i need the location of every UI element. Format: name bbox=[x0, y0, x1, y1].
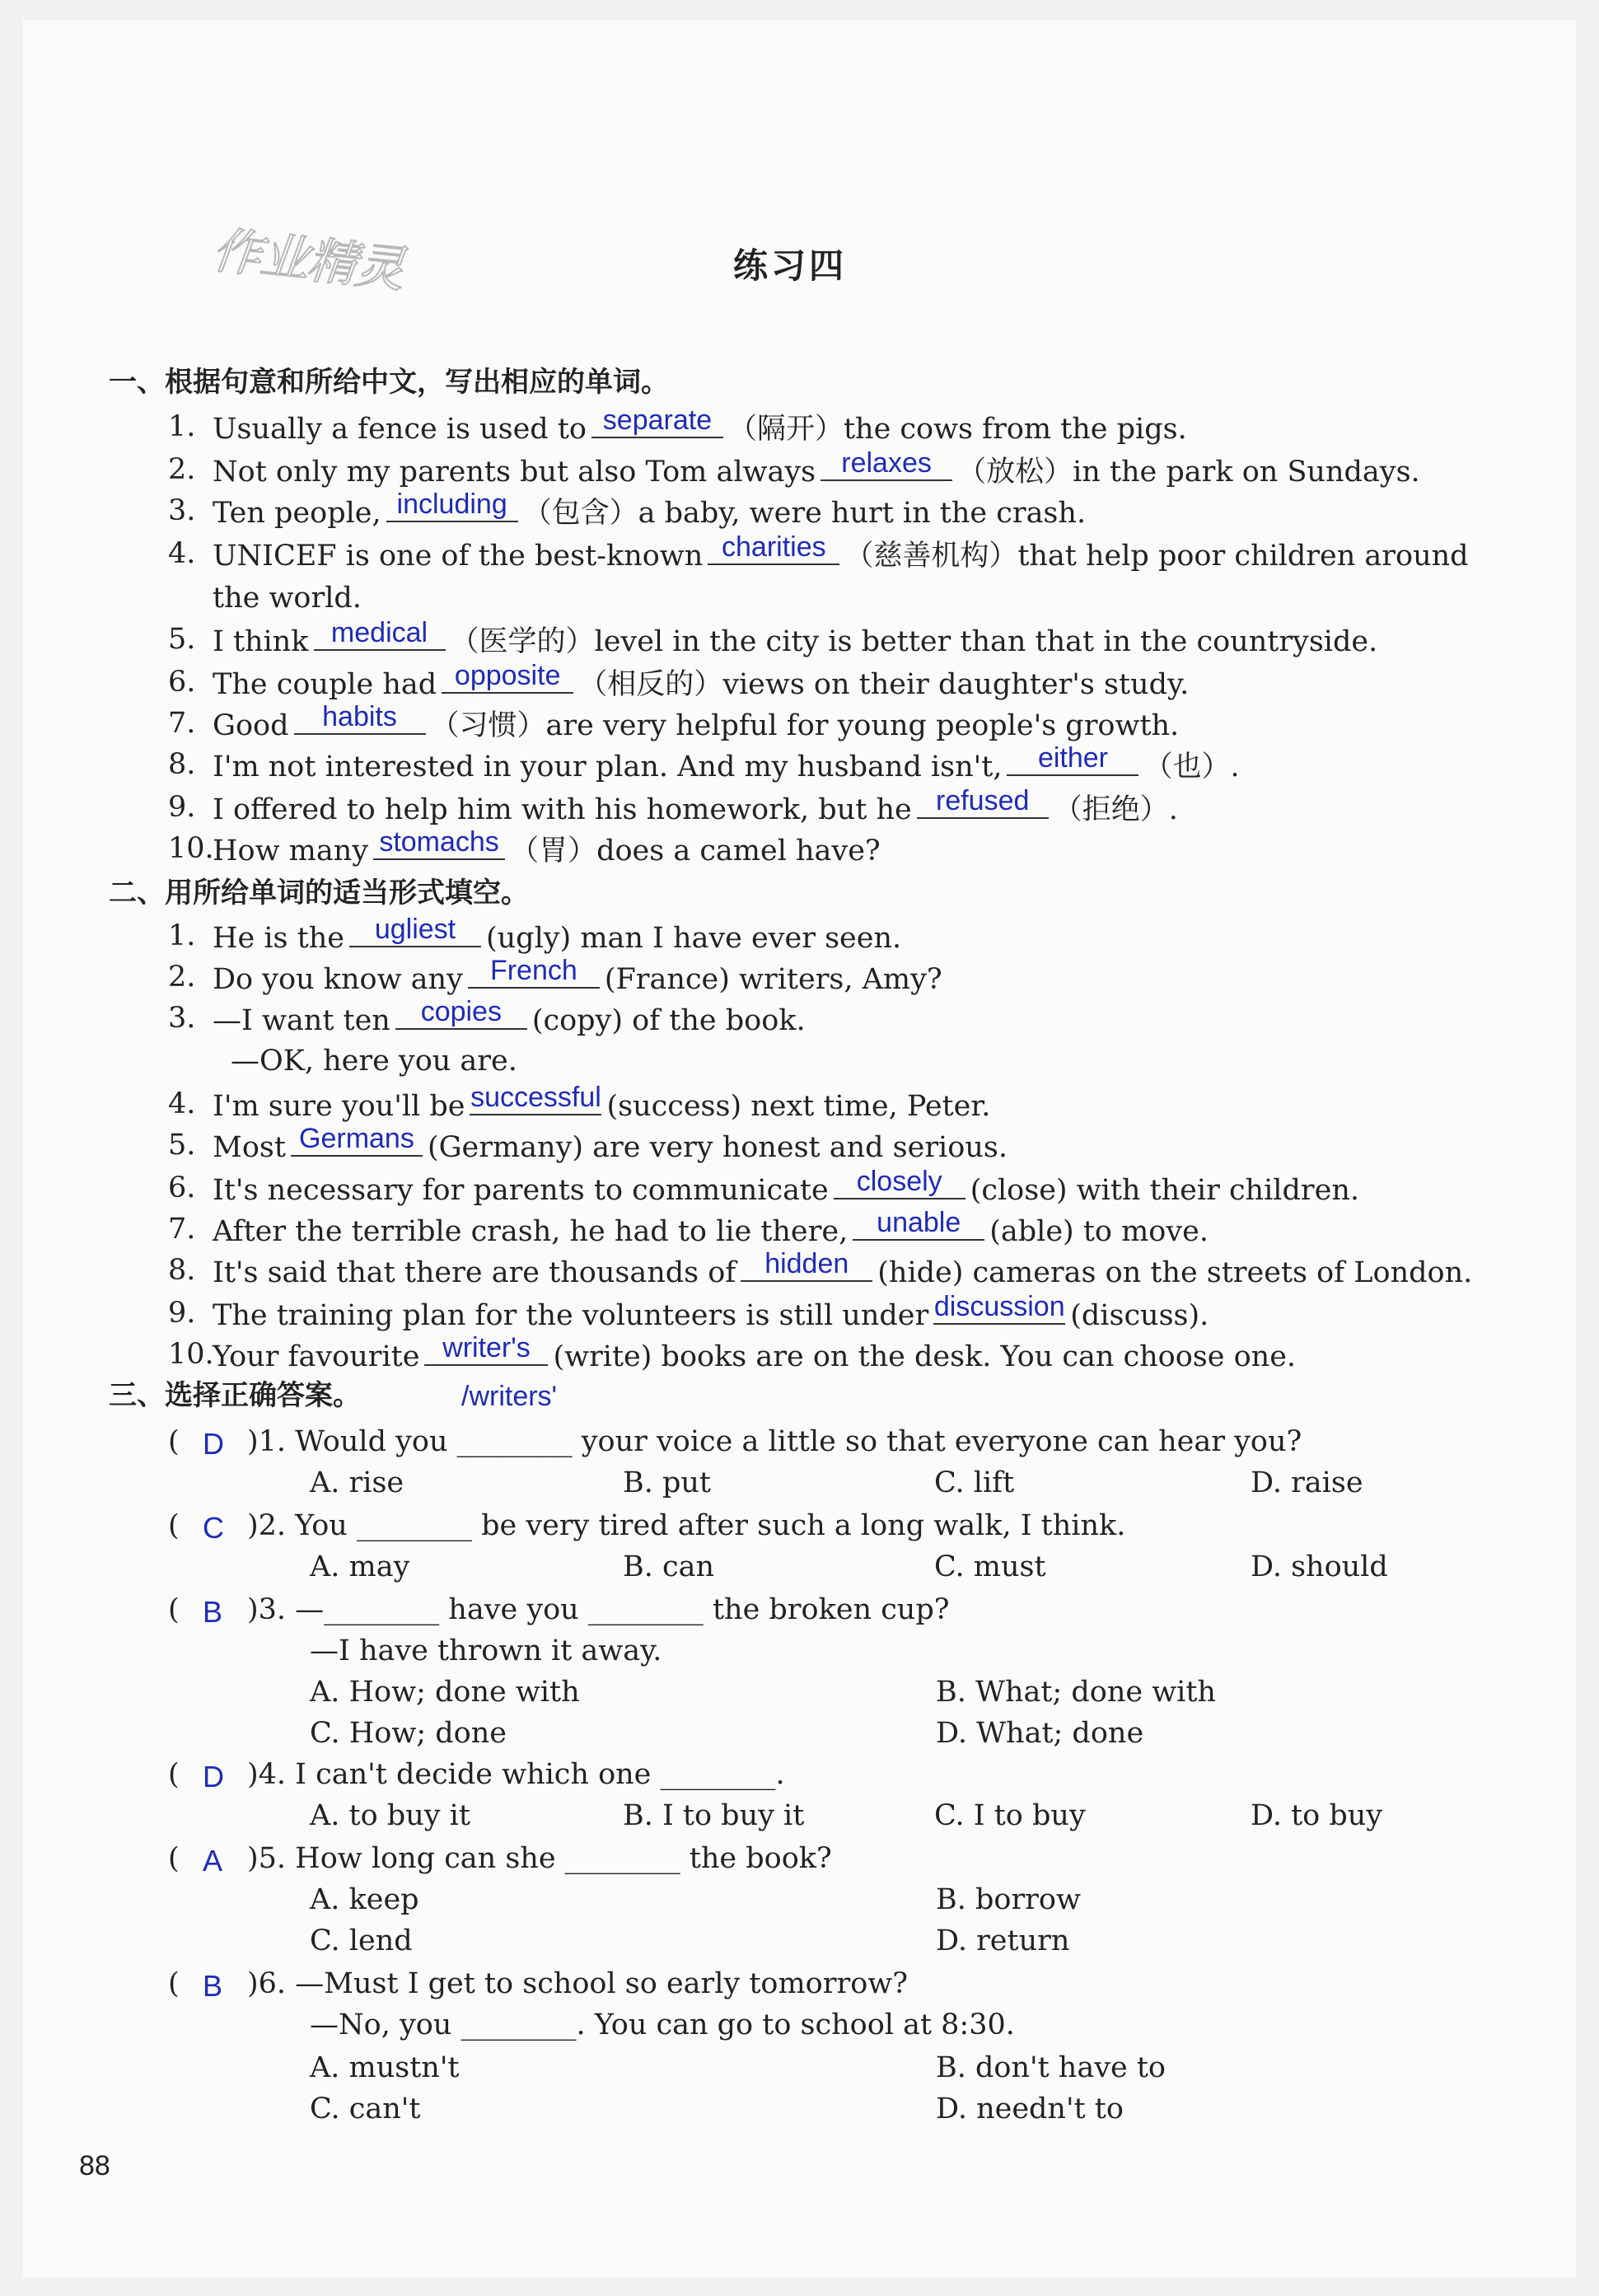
sentence-start: The couple had bbox=[213, 668, 437, 701]
section1-items-number: 5. bbox=[168, 623, 196, 656]
answer-blank[interactable] bbox=[314, 617, 446, 651]
section2-items-number: 7. bbox=[168, 1213, 196, 1246]
sentence-start: I'm not interested in your plan. And my husband isn't, bbox=[213, 751, 1003, 783]
page-title: 练习四 bbox=[733, 245, 848, 286]
sentence-start: —I want ten bbox=[213, 1004, 390, 1037]
answer-blank[interactable] bbox=[933, 1291, 1065, 1325]
sentence-end: （医学的）level in the city is better than that in the countryside. bbox=[450, 625, 1378, 658]
answer-paren: ( bbox=[168, 1758, 180, 1791]
section2-heading: 二、用所给单词的适当形式填空。 bbox=[109, 877, 529, 910]
section1-items-line bbox=[213, 826, 881, 869]
sentence-start: The training plan for the volunteers is still under bbox=[213, 1299, 929, 1332]
choice-option[interactable]: A. keep bbox=[310, 1883, 419, 1916]
handwritten-answer: either bbox=[1037, 742, 1109, 774]
sentence-start: Ten people, bbox=[213, 497, 381, 530]
handwritten-answer: hidden bbox=[764, 1248, 849, 1279]
sentence-end: （习惯）are very helpful for young people's growth. bbox=[430, 709, 1180, 742]
handwritten-answer: refused bbox=[936, 785, 1030, 816]
line-continuation: —OK, here you are. bbox=[231, 1045, 517, 1078]
choice-answer[interactable]: A bbox=[203, 1844, 223, 1877]
handwritten-answer: French bbox=[489, 955, 577, 986]
sentence-start: UNICEF is one of the best-known bbox=[213, 540, 704, 573]
choice-option[interactable]: D. What; done bbox=[936, 1717, 1144, 1750]
handwritten-answer: unable bbox=[877, 1207, 961, 1238]
section2-items-line bbox=[213, 1082, 991, 1125]
handwritten-answer: copies bbox=[420, 996, 502, 1027]
answer-blank[interactable] bbox=[349, 914, 481, 947]
sentence-start: Not only my parents but also Tom always bbox=[213, 456, 816, 489]
section1-items-number: 3. bbox=[168, 494, 196, 527]
sentence-end: （隔开）the cows from the pigs. bbox=[727, 413, 1187, 446]
choice-option[interactable]: D. to buy bbox=[1251, 1799, 1383, 1832]
section2-items-line bbox=[213, 1207, 1209, 1250]
section1-items-number: 10. bbox=[168, 832, 214, 865]
choice-option[interactable]: A. rise bbox=[310, 1466, 404, 1499]
choice-option[interactable]: C. I to buy bbox=[934, 1799, 1086, 1832]
choice-option[interactable]: B. put bbox=[623, 1466, 711, 1499]
question-text: )6. —Must I get to school so early tomorrow? bbox=[247, 1967, 909, 2000]
section2-items-line bbox=[213, 1291, 1209, 1334]
handwritten-answer: successful bbox=[470, 1082, 601, 1113]
answer-paren: ( bbox=[168, 1593, 180, 1626]
sentence-end: （包含）a baby, were hurt in the crash. bbox=[522, 497, 1087, 530]
sentence-end: （胃）does a camel have? bbox=[510, 835, 881, 867]
answer-paren: ( bbox=[168, 1967, 180, 2000]
answer-paren: ( bbox=[168, 1425, 180, 1458]
choice-option[interactable]: A. How; done with bbox=[310, 1676, 580, 1709]
answer-blank[interactable] bbox=[821, 447, 952, 481]
handwritten-answer: closely bbox=[856, 1166, 942, 1197]
choice-answer[interactable]: D bbox=[203, 1760, 224, 1793]
answer-blank[interactable] bbox=[834, 1166, 965, 1199]
sentence-start: He is the bbox=[213, 922, 344, 955]
choice-option[interactable]: A. mustn't bbox=[310, 2051, 460, 2084]
sentence-end: (France) writers, Amy? bbox=[604, 963, 942, 996]
handwritten-answer: discussion bbox=[933, 1291, 1065, 1322]
answer-blank[interactable] bbox=[470, 1082, 601, 1115]
answer-blank[interactable] bbox=[917, 785, 1049, 819]
choice-option[interactable]: C. lend bbox=[310, 1924, 413, 1957]
sentence-end: （慈善机构）that help poor children around bbox=[844, 540, 1469, 573]
section2-items-number: 9. bbox=[168, 1297, 196, 1330]
section1-items-number: 7. bbox=[168, 707, 196, 740]
sentence-start: I'm sure you'll be bbox=[213, 1090, 465, 1123]
section1-items-number: 2. bbox=[168, 453, 196, 486]
line-continuation: the world. bbox=[213, 582, 362, 615]
choice-option[interactable]: D. return bbox=[936, 1924, 1070, 1957]
answer-blank[interactable] bbox=[468, 955, 600, 989]
answer-blank[interactable] bbox=[708, 531, 839, 565]
sentence-end: (hide) cameras on the streets of London. bbox=[877, 1256, 1473, 1289]
section2-items-number: 2. bbox=[168, 961, 196, 994]
sentence-end: （拒绝）. bbox=[1053, 793, 1178, 826]
section2-items-number: 5. bbox=[168, 1129, 196, 1162]
choice-option[interactable]: B. borrow bbox=[936, 1883, 1081, 1916]
sentence-end: (copy) of the book. bbox=[531, 1004, 806, 1037]
handwritten-answer: stomachs bbox=[379, 826, 499, 858]
section2-items-number: 6. bbox=[168, 1171, 196, 1204]
choice-answer[interactable]: D bbox=[203, 1427, 224, 1461]
answer-blank[interactable] bbox=[853, 1207, 984, 1241]
choice-answer[interactable]: B bbox=[203, 1969, 223, 2003]
sentence-start: Good bbox=[213, 709, 289, 742]
choice-option[interactable]: C. How; done bbox=[310, 1717, 507, 1750]
watermark-logo: 作业精灵 bbox=[209, 222, 406, 299]
choice-option[interactable]: A. to buy it bbox=[310, 1799, 470, 1832]
section2-items-line bbox=[213, 996, 806, 1039]
sentence-start: It's necessary for parents to communicate bbox=[213, 1174, 829, 1207]
answer-blank[interactable] bbox=[741, 1248, 872, 1282]
section1-items-line bbox=[213, 701, 1180, 744]
question-text-line2: —No, you ________. You can go to school at 8:30. bbox=[310, 2008, 1015, 2041]
section1-heading: 一、根据句意和所给中文，写出相应的单词。 bbox=[109, 366, 669, 399]
section1-items-line bbox=[213, 447, 1420, 490]
handwritten-answer: habits bbox=[322, 701, 397, 732]
sentence-end: （放松）in the park on Sundays. bbox=[957, 456, 1420, 489]
sentence-end: (discuss). bbox=[1070, 1299, 1209, 1332]
section1-items-number: 9. bbox=[168, 791, 196, 824]
choice-option[interactable]: D. should bbox=[1251, 1550, 1388, 1583]
sentence-end: (success) next time, Peter. bbox=[606, 1090, 991, 1123]
choice-option[interactable]: B. I to buy it bbox=[623, 1799, 805, 1832]
handwritten-answer: writer's bbox=[442, 1332, 531, 1363]
question-text: )1. Would you ________ your voice a little so that everyone can hear you? bbox=[247, 1425, 1302, 1458]
section2-items-number: 3. bbox=[168, 1002, 196, 1035]
section1-items-line bbox=[213, 404, 1187, 447]
choice-option[interactable]: D. raise bbox=[1251, 1466, 1363, 1499]
section2-items-number: 4. bbox=[168, 1087, 196, 1120]
answer-blank[interactable] bbox=[395, 996, 527, 1030]
question-text: )2. You ________ be very tired after such a long walk, I think. bbox=[247, 1509, 1126, 1542]
question-text: )4. I can't decide which one ________. bbox=[247, 1758, 785, 1791]
sentence-end: (close) with their children. bbox=[970, 1174, 1359, 1207]
handwritten-answer: charities bbox=[722, 531, 826, 563]
section1-items-line bbox=[213, 785, 1178, 828]
handwritten-answer: including bbox=[396, 489, 507, 520]
sentence-start: I think bbox=[213, 625, 309, 658]
choice-option[interactable]: B. can bbox=[623, 1550, 714, 1583]
section2-items-number: 1. bbox=[168, 919, 196, 952]
choice-answer[interactable]: B bbox=[203, 1595, 223, 1629]
sentence-end: (write) books are on the desk. You can choose one. bbox=[553, 1340, 1297, 1373]
section1-items-line bbox=[213, 742, 1240, 785]
sentence-end: (ugly) man I have ever seen. bbox=[485, 922, 902, 955]
choice-option[interactable]: B. don't have to bbox=[936, 2051, 1166, 2084]
sentence-start: Your favourite bbox=[213, 1340, 420, 1373]
answer-blank[interactable] bbox=[291, 1123, 423, 1157]
choice-option[interactable]: C. lift bbox=[934, 1466, 1015, 1499]
sentence-start: Most bbox=[213, 1131, 286, 1164]
handwritten-answer: opposite bbox=[454, 660, 561, 691]
section2-items-line bbox=[213, 955, 942, 998]
question-text: )3. —________ have you ________ the broken cup? bbox=[247, 1593, 950, 1626]
section1-items-number: 6. bbox=[168, 666, 196, 699]
section1-items-line bbox=[213, 617, 1378, 660]
answer-paren: ( bbox=[168, 1842, 180, 1875]
answer-paren: ( bbox=[168, 1509, 180, 1542]
answer-blank[interactable] bbox=[424, 1332, 548, 1366]
choice-option[interactable]: D. needn't to bbox=[936, 2093, 1124, 2125]
section1-items-line bbox=[213, 489, 1087, 531]
sentence-start: Do you know any bbox=[213, 963, 463, 996]
section2-items-number: 10. bbox=[168, 1338, 214, 1371]
sentence-end: （也）. bbox=[1143, 751, 1240, 783]
answer-blank[interactable] bbox=[591, 404, 723, 438]
section1-items-line bbox=[213, 531, 1469, 574]
section1-items-number: 4. bbox=[168, 537, 196, 570]
choice-answer[interactable]: C bbox=[203, 1511, 224, 1545]
answer-blank[interactable] bbox=[294, 701, 426, 735]
handwritten-note: /writers' bbox=[461, 1381, 558, 1412]
choice-option[interactable]: C. must bbox=[934, 1550, 1046, 1583]
section1-items-number: 8. bbox=[168, 748, 196, 781]
section1-items-line bbox=[213, 660, 1190, 703]
sentence-start: Usually a fence is used to bbox=[213, 413, 587, 446]
handwritten-answer: relaxes bbox=[841, 447, 932, 479]
handwritten-answer: ugliest bbox=[374, 914, 456, 945]
page-number: 88 bbox=[79, 2150, 110, 2181]
section3-heading: 三、选择正确答案。 bbox=[109, 1379, 361, 1412]
sentence-end: (Germany) are very honest and serious. bbox=[427, 1131, 1008, 1164]
handwritten-answer: separate bbox=[602, 404, 713, 436]
section2-items-line bbox=[213, 1166, 1359, 1209]
section2-items-line bbox=[213, 1248, 1473, 1291]
answer-blank[interactable] bbox=[1007, 742, 1138, 776]
answer-blank[interactable] bbox=[373, 826, 505, 860]
sentence-end: (able) to move. bbox=[989, 1215, 1209, 1248]
section2-items-line bbox=[213, 1123, 1008, 1166]
answer-blank[interactable] bbox=[386, 489, 518, 522]
handwritten-answer: medical bbox=[330, 617, 428, 648]
section2-items-line bbox=[213, 914, 902, 956]
sentence-end: （相反的）views on their daughter's study. bbox=[578, 668, 1190, 701]
sentence-start: I offered to help him with his homework, but he bbox=[213, 793, 912, 826]
question-text-line2: —I have thrown it away. bbox=[310, 1634, 662, 1667]
handwritten-answer: Germans bbox=[299, 1123, 414, 1154]
section2-items-line bbox=[213, 1332, 1297, 1375]
choice-option[interactable]: C. can't bbox=[310, 2093, 421, 2125]
sentence-start: It's said that there are thousands of bbox=[213, 1256, 736, 1289]
question-text: )5. How long can she ________ the book? bbox=[247, 1842, 832, 1875]
choice-option[interactable]: B. What; done with bbox=[936, 1676, 1216, 1709]
section1-items-number: 1. bbox=[168, 410, 196, 443]
choice-option[interactable]: A. may bbox=[310, 1550, 410, 1583]
section2-items-number: 8. bbox=[168, 1254, 196, 1287]
answer-blank[interactable] bbox=[442, 660, 573, 694]
sentence-start: After the terrible crash, he had to lie there, bbox=[213, 1215, 849, 1248]
sentence-start: How many bbox=[213, 835, 369, 867]
